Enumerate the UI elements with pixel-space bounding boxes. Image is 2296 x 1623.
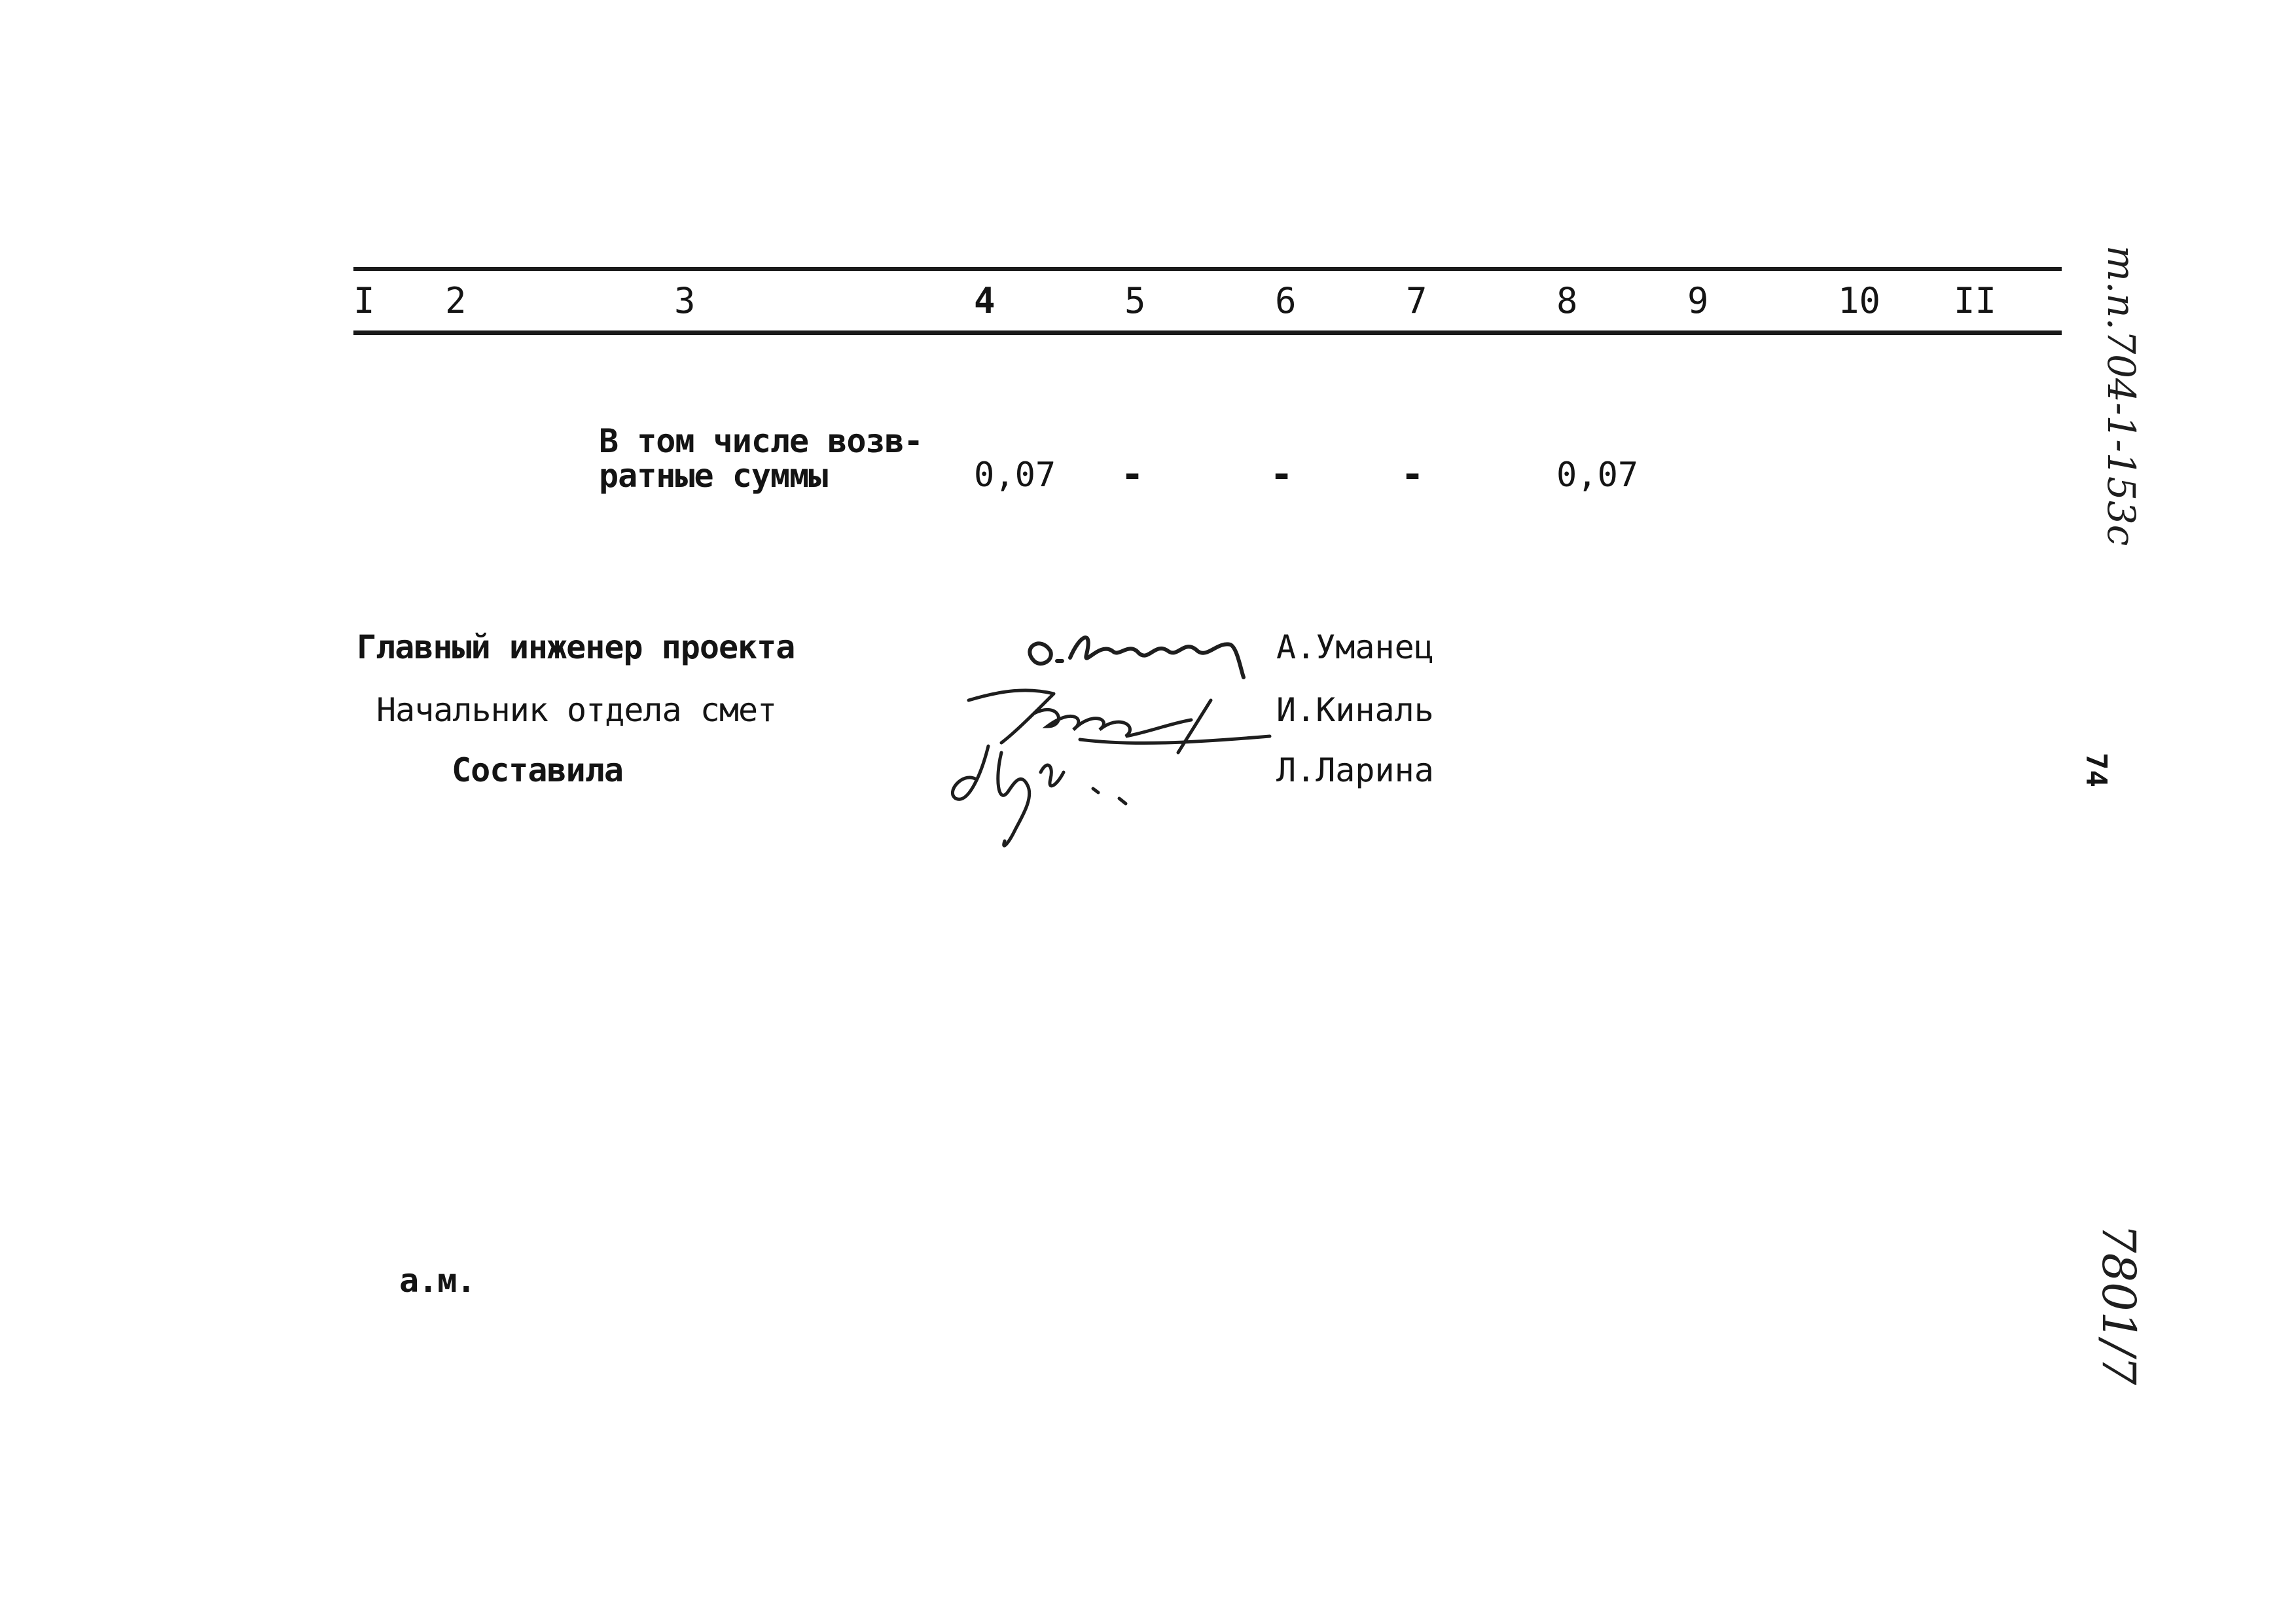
cell-col-7: - [1401,452,1425,497]
margin-page-number: 74 [2079,753,2113,787]
cell-col-8: 0,07 [1556,455,1639,495]
margin-inventory-number: 7801/7 [2092,1224,2145,1385]
cell-col-4: 0,07 [974,455,1056,495]
row-label-line-2: ратные суммы [599,457,828,495]
signature-role-chief-engineer: Главный инженер проекта [357,628,795,666]
signature-role-head-of-estimates: Начальник отдела смет [376,691,777,729]
signature-name-larina: Л.Ларина [1276,751,1434,789]
footer-note: а.м. [399,1262,476,1300]
column-header-7: 7 [1406,280,1427,321]
column-header-8: 8 [1556,280,1578,321]
column-header-4: 4 [974,280,996,321]
cell-col-5: - [1121,452,1145,497]
table-header-bottom-rule [353,330,2062,335]
cell-col-6: - [1270,452,1294,497]
signature-name-kinal: И.Киналь [1276,691,1434,729]
column-header-11: II [1954,280,1997,321]
column-header-10: 10 [1838,280,1881,321]
signature-role-compiler: Составила [452,751,623,789]
column-header-2: 2 [445,280,467,321]
handwritten-signature-larina [942,733,1139,857]
margin-document-code: т.п.704-1-153с [2099,245,2144,546]
column-header-5: 5 [1124,280,1146,321]
column-header-6: 6 [1275,280,1297,321]
row-label-line-1: В том числе возв- [599,422,923,460]
column-header-3: 3 [674,280,696,321]
column-header-9: 9 [1687,280,1709,321]
signature-name-umanets: А.Уманец [1276,628,1434,666]
column-header-1: I [353,280,375,321]
table-top-rule [353,267,2062,271]
